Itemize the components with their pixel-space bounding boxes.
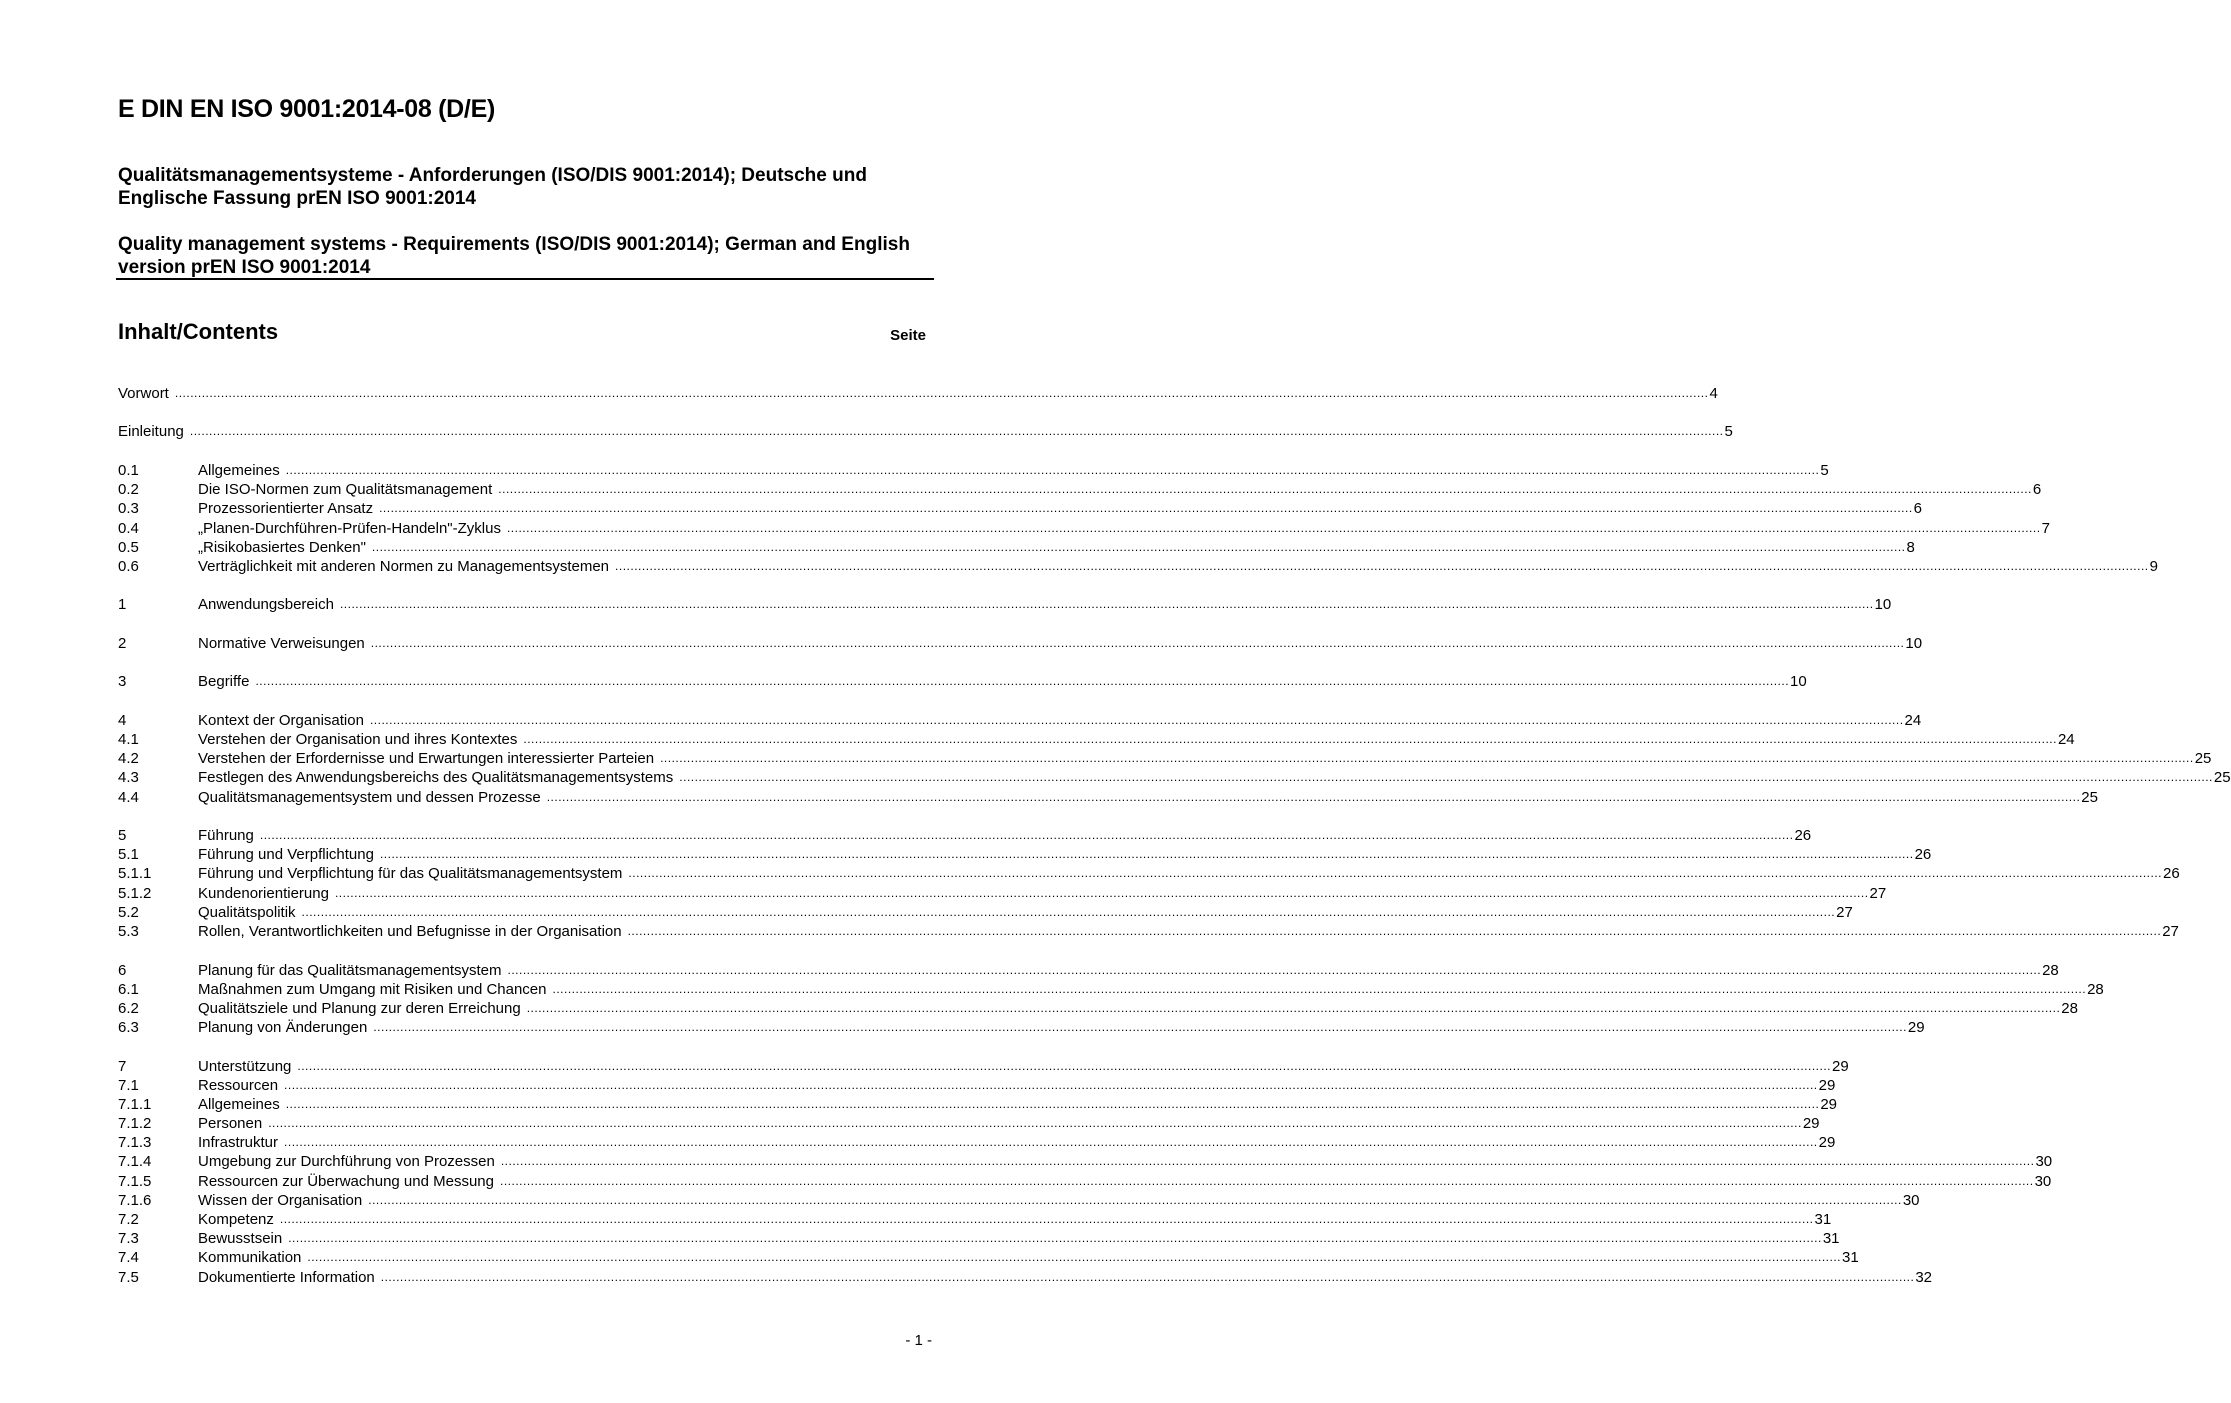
toc-dot-leader: ................................................................................................................................................................................................................................................................................................................................................................................................................: [284, 1077, 1818, 1092]
toc-dot-leader: ................................................................................................................................................................................................................................................................................................................................................................................................................: [546, 789, 2081, 804]
toc-entry-number: 7.3: [118, 1230, 139, 1248]
toc-entry-number: 7.1: [118, 1076, 139, 1094]
toc-entry-title: Normative Verweisungen: [198, 634, 371, 653]
toc-entry[interactable]: [118, 711, 1922, 730]
toc-entry-title: Planung von Änderungen: [198, 1018, 373, 1037]
toc-entry[interactable]: [118, 1114, 1820, 1133]
toc-dot-leader: ................................................................................................................................................................................................................................................................................................................................................................................................................: [189, 424, 1724, 439]
toc-entry-page: 28: [2042, 961, 2059, 979]
toc-entry-title: Infrastruktur: [198, 1133, 284, 1152]
toc-entry-number: 5.3: [118, 923, 139, 941]
toc-entry-page: 4: [1709, 385, 1718, 402]
toc-entry-page: 30: [2035, 1153, 2053, 1171]
toc-entry-title: Kompetenz: [198, 1210, 280, 1229]
toc-dot-leader: ................................................................................................................................................................................................................................................................................................................................................................................................................: [507, 962, 2042, 977]
toc-entry[interactable]: [118, 634, 1923, 653]
toc-entry[interactable]: [118, 1076, 1836, 1095]
toc-entry-page: 25: [2081, 788, 2098, 806]
toc-dot-leader: ................................................................................................................................................................................................................................................................................................................................................................................................................: [285, 1096, 1820, 1111]
toc-entry-title: Ressourcen: [198, 1076, 284, 1095]
toc-entry-title: Anwendungsbereich: [198, 595, 340, 614]
toc-group-spacer: [118, 692, 921, 711]
toc-entry-page: 29: [1831, 1057, 1849, 1075]
toc-entry-number: 6.1: [118, 980, 139, 998]
toc-entry-number: 7.5: [118, 1268, 139, 1286]
toc-entry-page: 25: [2194, 750, 2212, 768]
toc-entry-page: 24: [2057, 731, 2075, 749]
toc-group-spacer: [118, 653, 921, 672]
toc-entry-number: 2: [118, 634, 127, 652]
toc-entry[interactable]: [118, 1172, 2052, 1191]
toc-dot-leader: ................................................................................................................................................................................................................................................................................................................................................................................................................: [552, 981, 2087, 996]
toc-entry-number: 7.1.6: [118, 1191, 152, 1209]
toc-entry[interactable]: [118, 1191, 1920, 1210]
toc-entry-title: Dokumentierte Information: [198, 1268, 381, 1287]
toc-entry-title: Kontext der Organisation: [198, 711, 370, 730]
toc-entry[interactable]: [118, 519, 2050, 538]
toc-entry-number: 4.4: [118, 788, 139, 806]
toc-entry-title: Wissen der Organisation: [198, 1191, 368, 1210]
toc-dot-leader: ................................................................................................................................................................................................................................................................................................................................................................................................................: [371, 539, 1906, 554]
toc-entry-page: 10: [1790, 673, 1807, 691]
toc-entry[interactable]: [118, 461, 1829, 480]
toc-entry-title: Kundenorientierung: [198, 884, 335, 903]
toc-dot-leader: ................................................................................................................................................................................................................................................................................................................................................................................................................: [500, 1154, 2035, 1169]
toc-entry-page: 26: [1794, 827, 1812, 845]
document-title: E DIN EN ISO 9001:2014-08 (D/E): [118, 95, 495, 123]
toc-dot-leader: ................................................................................................................................................................................................................................................................................................................................................................................................................: [279, 1212, 1814, 1227]
toc-dot-leader: ................................................................................................................................................................................................................................................................................................................................................................................................................: [498, 482, 2032, 497]
toc-entry-number: 7.1.3: [118, 1134, 152, 1152]
toc-entry-page: 25: [2213, 769, 2231, 787]
toc-entry-number: 7: [118, 1057, 127, 1075]
toc-entry-title: Führung: [198, 826, 260, 845]
toc-entry-number: 4: [118, 711, 127, 729]
toc-entry-title: Einleitung: [118, 422, 190, 441]
toc-dot-leader: ................................................................................................................................................................................................................................................................................................................................................................................................................: [380, 1269, 1915, 1284]
toc-entry-page: 7: [2041, 519, 2050, 537]
toc-entry-number: 0.5: [118, 538, 139, 556]
toc-dot-leader: ................................................................................................................................................................................................................................................................................................................................................................................................................: [370, 635, 1905, 650]
toc-group-spacer: [118, 576, 921, 595]
toc-entry-title: Begriffe: [198, 672, 255, 691]
toc-entry-number: 1: [118, 596, 127, 614]
toc-entry[interactable]: [118, 1057, 1849, 1076]
toc-entry-page: 28: [2061, 999, 2078, 1017]
toc-entry-title: „Planen-Durchführen-Prüfen-Handeln"-Zyklus: [198, 519, 507, 538]
toc-entry-page: 29: [1820, 1095, 1837, 1113]
toc-entry-title: Bewusstsein: [198, 1229, 288, 1248]
toc-dot-leader: ................................................................................................................................................................................................................................................................................................................................................................................................................: [268, 1116, 1802, 1131]
toc-entry-title: Qualitätspolitik: [198, 903, 302, 922]
toc-entry-title: Festlegen des Anwendungsbereichs des Qualitätsmanagementsystems: [198, 768, 679, 787]
toc-entry[interactable]: [118, 903, 1853, 922]
toc-entry[interactable]: [118, 1133, 1836, 1152]
toc-entry[interactable]: [118, 768, 2231, 787]
toc-entry[interactable]: [118, 595, 1892, 614]
toc-entry[interactable]: [118, 864, 2180, 883]
toc-entry-page: 27: [1836, 903, 1853, 921]
toc-entry-number: 6.2: [118, 999, 139, 1017]
toc-entry-title: Vorwort: [118, 384, 175, 403]
toc-dot-leader: ................................................................................................................................................................................................................................................................................................................................................................................................................: [379, 847, 1914, 862]
toc-entry[interactable]: [118, 999, 2078, 1018]
toc-dot-leader: ................................................................................................................................................................................................................................................................................................................................................................................................................: [255, 674, 1790, 689]
toc-dot-leader: ................................................................................................................................................................................................................................................................................................................................................................................................................: [500, 1173, 2034, 1188]
toc-dot-leader: ................................................................................................................................................................................................................................................................................................................................................................................................................: [627, 924, 2162, 939]
toc-entry[interactable]: [118, 884, 1887, 903]
toc-entry-page: 6: [2032, 481, 2042, 499]
toc-entry-title: Allgemeines: [198, 461, 286, 480]
toc-entry-title: Umgebung zur Durchführung von Prozessen: [198, 1152, 501, 1171]
toc-entry[interactable]: [118, 1210, 1832, 1229]
toc-dot-leader: ................................................................................................................................................................................................................................................................................................................................................................................................................: [379, 501, 1913, 516]
toc-entry-title: „Risikobasiertes Denken": [198, 538, 372, 557]
toc-entry-title: Verträglichkeit mit anderen Normen zu Managementsystemen: [198, 557, 615, 576]
toc-entry[interactable]: [118, 480, 2042, 499]
toc-dot-leader: ................................................................................................................................................................................................................................................................................................................................................................................................................: [259, 828, 1794, 843]
toc-dot-leader: ................................................................................................................................................................................................................................................................................................................................................................................................................: [288, 1231, 1822, 1246]
toc-entry-page: 30: [1902, 1191, 1920, 1209]
toc-dot-leader: ................................................................................................................................................................................................................................................................................................................................................................................................................: [369, 712, 1904, 727]
toc-entry-number: 4.3: [118, 769, 139, 787]
toc-entry-page: 24: [1904, 711, 1922, 729]
toc-entry[interactable]: [118, 1248, 1859, 1267]
toc-dot-leader: ................................................................................................................................................................................................................................................................................................................................................................................................................: [334, 885, 1869, 900]
toc-entry-number: 5.2: [118, 903, 139, 921]
toc-entry[interactable]: [118, 826, 1812, 845]
toc-entry-page: 27: [1869, 884, 1887, 902]
toc-entry-page: 28: [2087, 980, 2104, 998]
toc-entry-number: 4.2: [118, 750, 139, 768]
toc-entry[interactable]: [118, 538, 1915, 557]
toc-entry[interactable]: [118, 961, 2059, 980]
toc-entry-page: 29: [1818, 1134, 1836, 1152]
toc-entry-number: 6: [118, 961, 127, 979]
toc-dot-leader: ................................................................................................................................................................................................................................................................................................................................................................................................................: [523, 732, 2057, 747]
toc-dot-leader: ................................................................................................................................................................................................................................................................................................................................................................................................................: [679, 770, 2213, 785]
toc-entry[interactable]: [118, 422, 1733, 441]
toc-entry[interactable]: [118, 1095, 1837, 1114]
toc-entry-page: 30: [2034, 1172, 2052, 1190]
contents-heading: Inhalt/Contents: [118, 319, 279, 344]
toc-entry[interactable]: [118, 384, 1718, 403]
toc-entry[interactable]: [118, 1018, 1925, 1037]
toc-entry[interactable]: [118, 672, 1807, 691]
toc-entry-title: Kommunikation: [198, 1248, 307, 1267]
toc-dot-leader: ................................................................................................................................................................................................................................................................................................................................................................................................................: [307, 1250, 1841, 1265]
toc-entry-page: 29: [1907, 1019, 1925, 1037]
toc-entry-page: 6: [1913, 500, 1923, 518]
toc-entry-page: 5: [1724, 423, 1733, 441]
toc-entry-number: 7.2: [118, 1211, 139, 1229]
toc-entry[interactable]: [118, 922, 2179, 941]
toc-entry-number: 7.1.5: [118, 1172, 152, 1190]
toc-entry-number: 3: [118, 673, 127, 691]
toc-group-spacer: [118, 442, 921, 461]
toc-entry-title: Die ISO-Normen zum Qualitätsmanagement: [198, 480, 498, 499]
toc-entry-number: 0.6: [118, 557, 139, 575]
page-number: - 1 -: [905, 1332, 932, 1349]
toc-entry-title: Unterstützung: [198, 1057, 297, 1076]
toc-entry-number: 0.3: [118, 500, 139, 518]
toc-entry-page: 10: [1905, 634, 1923, 652]
toc-dot-leader: ................................................................................................................................................................................................................................................................................................................................................................................................................: [615, 558, 2149, 573]
toc-dot-leader: ................................................................................................................................................................................................................................................................................................................................................................................................................: [297, 1058, 1831, 1073]
toc-dot-leader: ................................................................................................................................................................................................................................................................................................................................................................................................................: [301, 904, 1836, 919]
toc-group-spacer: [118, 615, 921, 634]
toc-entry-title: Prozessorientierter Ansatz: [198, 499, 379, 518]
toc-group-spacer: [118, 1037, 921, 1056]
toc-entry-page: 26: [2163, 865, 2180, 883]
toc-entry-page: 10: [1874, 596, 1892, 614]
toc-dot-leader: ................................................................................................................................................................................................................................................................................................................................................................................................................: [368, 1192, 1902, 1207]
toc-dot-leader: ................................................................................................................................................................................................................................................................................................................................................................................................................: [628, 866, 2162, 881]
toc-group-spacer: [118, 941, 921, 960]
toc-entry[interactable]: [118, 499, 1923, 518]
toc-entry-title: Ressourcen zur Überwachung und Messung: [198, 1172, 500, 1191]
toc-entry[interactable]: [118, 1268, 1933, 1287]
toc-entry-number: 5.1: [118, 846, 139, 864]
toc-entry-title: Allgemeines: [198, 1095, 286, 1114]
toc-entry-number: 7.1.4: [118, 1153, 152, 1171]
toc-entry-page: 5: [1820, 461, 1829, 479]
toc-group-spacer: [118, 807, 921, 826]
toc-entry-number: 5.1.2: [118, 884, 152, 902]
toc-entry-title: Führung und Verpflichtung: [198, 845, 380, 864]
toc-entry[interactable]: [118, 1229, 1840, 1248]
toc-dot-leader: ................................................................................................................................................................................................................................................................................................................................................................................................................: [373, 1020, 1907, 1035]
toc-entry-page: 9: [2149, 557, 2158, 575]
toc-entry-page: 31: [1814, 1211, 1832, 1229]
toc-dot-leader: ................................................................................................................................................................................................................................................................................................................................................................................................................: [174, 386, 1709, 400]
toc-entry[interactable]: [118, 557, 2158, 576]
toc-entry[interactable]: [118, 1152, 2053, 1171]
toc-entry-title: Führung und Verpflichtung für das Qualitätsmanagementsystem: [198, 864, 628, 883]
toc-entry-page: 26: [1914, 846, 1932, 864]
toc-entry-number: 7.4: [118, 1249, 139, 1267]
toc-entry-title: Planung für das Qualitätsmanagementsystem: [198, 961, 508, 980]
toc-entry[interactable]: [118, 730, 2075, 749]
toc-entry-page: 27: [2162, 923, 2179, 941]
toc-dot-leader: ................................................................................................................................................................................................................................................................................................................................................................................................................: [339, 597, 1874, 612]
toc-entry[interactable]: [118, 980, 2104, 999]
toc-entry-number: 0.2: [118, 481, 139, 499]
toc-dot-leader: ................................................................................................................................................................................................................................................................................................................................................................................................................: [660, 751, 2194, 766]
subtitle-german: Qualitätsmanagementsysteme - Anforderungen (ISO/DIS 9001:2014); Deutsche und Englische Fassung prEN ISO 9001:2014: [118, 165, 867, 209]
toc-dot-leader: ................................................................................................................................................................................................................................................................................................................................................................................................................: [506, 520, 2041, 535]
toc-entry-title: Maßnahmen zum Umgang mit Risiken und Chancen: [198, 980, 553, 999]
toc-entry-title: Verstehen der Erfordernisse und Erwartungen interessierter Parteien: [198, 749, 660, 768]
toc-entry-page: 31: [1841, 1249, 1859, 1267]
toc-entry-title: Verstehen der Organisation und ihres Kontextes: [198, 730, 523, 749]
toc-entry-number: 7.1.1: [118, 1095, 152, 1113]
toc-entry[interactable]: [118, 749, 2212, 768]
toc-dot-leader: ................................................................................................................................................................................................................................................................................................................................................................................................................: [526, 1000, 2061, 1015]
toc-entry-number: 5: [118, 827, 127, 845]
toc-entry[interactable]: [118, 788, 2098, 807]
toc-entry-page: 31: [1822, 1230, 1840, 1248]
toc-entry-number: 0.4: [118, 519, 139, 537]
toc-entry-number: 6.3: [118, 1019, 139, 1037]
title-divider: [116, 278, 934, 280]
toc-entry-number: 4.1: [118, 731, 139, 749]
toc-entry-number: 5.1.1: [118, 865, 152, 883]
toc-entry-number: 7.1.2: [118, 1115, 152, 1133]
toc-dot-leader: ................................................................................................................................................................................................................................................................................................................................................................................................................: [285, 462, 1820, 477]
toc-entry-page: 29: [1802, 1115, 1820, 1133]
toc-entry-page: 8: [1906, 538, 1915, 556]
toc-entry-title: Rollen, Verantwortlichkeiten und Befugnisse in der Organisation: [198, 922, 628, 941]
toc-dot-leader: ................................................................................................................................................................................................................................................................................................................................................................................................................: [284, 1135, 1818, 1150]
toc-entry-page: 29: [1818, 1076, 1836, 1094]
toc-entry-title: Personen: [198, 1114, 268, 1133]
toc-entry-title: Qualitätsziele und Planung zur deren Erreichung: [198, 999, 527, 1018]
page-column-label: Seite: [890, 327, 926, 344]
toc-entry-page: 32: [1915, 1268, 1933, 1286]
subtitle-english: Quality management systems - Requirements (ISO/DIS 9001:2014); German and English version prEN ISO 9001:2014: [118, 234, 910, 278]
table-of-contents: [118, 384, 2231, 1287]
toc-entry-title: Qualitätsmanagementsystem und dessen Prozesse: [198, 788, 547, 807]
toc-entry-number: 0.1: [118, 461, 139, 479]
toc-group-spacer: [118, 403, 921, 422]
toc-entry[interactable]: [118, 845, 1932, 864]
